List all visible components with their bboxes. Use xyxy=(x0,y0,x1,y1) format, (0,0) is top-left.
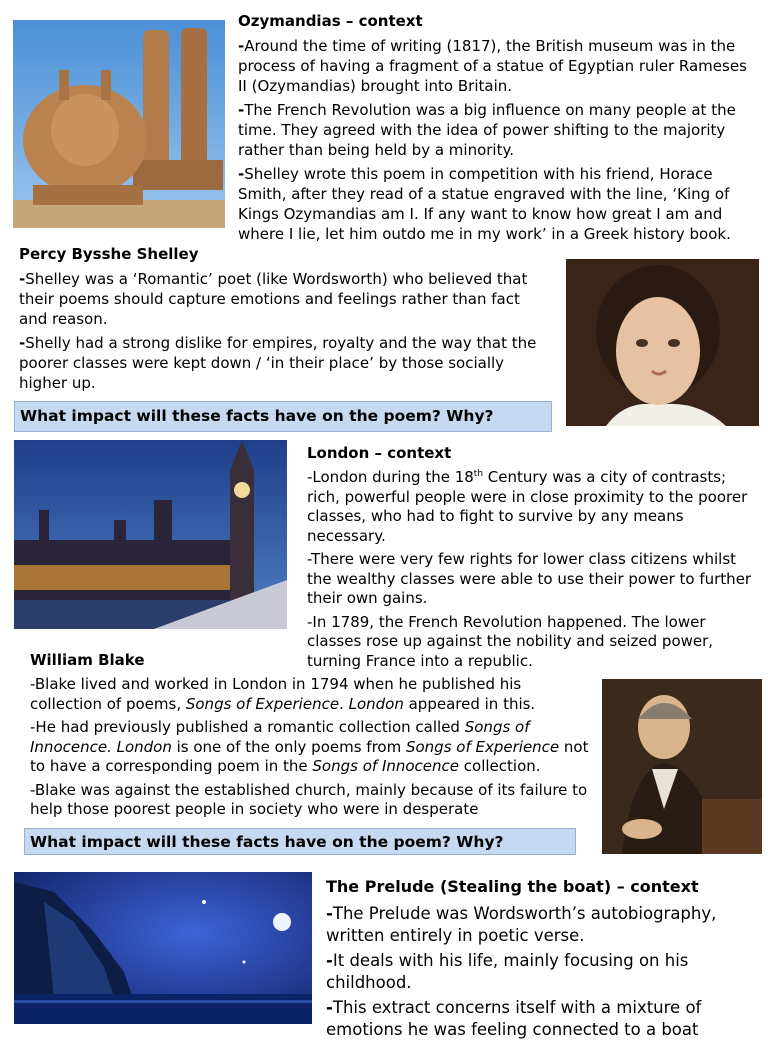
blake-question-box xyxy=(24,828,576,855)
london-point-2: -There were very few rights for lower class citizens whilst the wealthy classes were able to use their power to further their own gains. xyxy=(307,550,752,607)
london-point-1: -London during the 18th Century was a city of contrasts; rich, powerful people were in close proximity to the poorer classes, who had to fight to survive by any means necessary. xyxy=(307,468,748,545)
blake-heading: William Blake xyxy=(30,651,145,669)
london-point-3: -In 1789, the French Revolution happened. The lower classes rose up against the nobility and seized power, turning France into a republic. xyxy=(307,612,714,670)
prelude-point-3: -This extract concerns itself with a mixture of emotions he was feeling connected to a boat xyxy=(326,998,702,1039)
prelude-heading: The Prelude (Stealing the boat) – context xyxy=(326,877,699,896)
blake-context-text xyxy=(30,675,590,829)
blake-point-2: -He had previously published a romantic collection called Songs of Innocence. London is one of the only poems from Songs of Experience not to have a corresponding poem in the Songs of Innocence collection. xyxy=(30,718,589,775)
prelude-point-2: -It deals with his life, mainly focusing on his childhood. xyxy=(326,951,689,992)
london-context-text xyxy=(307,468,761,675)
blake-portrait-image xyxy=(602,679,762,854)
ozymandias-point-1: -Around the time of writing (1817), the British museum was in the process of having a fragment of a statue of Egyptian ruler Rameses II (Ozymandias) brought into Britain. xyxy=(238,37,747,95)
ozymandias-heading: Ozymandias – context xyxy=(238,12,423,30)
prelude-context-text xyxy=(326,903,756,1039)
ozymandias-point-3: -Shelley wrote this poem in competition with his friend, Horace Smith, after they read of a statue engraved with the line, ‘King of Kings Ozymandias am I. If any want to know how great I am and where I lie, let him outdo me in my work’ in a Greek history book. xyxy=(238,165,731,243)
blake-point-1: -Blake lived and worked in London in 1794 when he published his collection of poems, Songs of Experience. London appeared in this. xyxy=(30,675,536,713)
shelley-point-1: -Shelley was a ‘Romantic’ poet (like Wordsworth) who believed that their poems should capture emotions and feelings rather than fact and reason. xyxy=(19,270,528,328)
shelley-question-box xyxy=(14,401,552,432)
ozymandias-context-text xyxy=(238,36,756,248)
blake-point-3: -Blake was against the established church, mainly because of its failure to help those poorest people in society who were in desperate xyxy=(30,780,588,818)
london-parliament-image xyxy=(14,440,287,629)
prelude-night-lake-image xyxy=(14,872,312,1024)
shelley-point-2: -Shelly had a strong dislike for empires, royalty and the way that the poorer classes were kept down / ‘in their place’ by those socially higher up. xyxy=(19,334,537,392)
ozymandias-statue-image xyxy=(13,20,225,228)
london-heading: London – context xyxy=(307,444,452,462)
shelley-portrait-image xyxy=(566,259,759,426)
shelley-context-text xyxy=(19,269,549,397)
ozymandias-point-2: -The French Revolution was a big influence on many people at the time. They agreed with the idea of power shifting to the majority rather than being held by a minority. xyxy=(238,101,736,159)
blake-question-text: What impact will these facts have on the poem? Why? xyxy=(30,833,504,851)
prelude-point-1: -The Prelude was Wordsworth’s autobiography, written entirely in poetic verse. xyxy=(326,904,717,945)
shelley-heading: Percy Bysshe Shelley xyxy=(19,245,199,263)
shelley-question-text: What impact will these facts have on the poem? Why? xyxy=(20,407,494,425)
